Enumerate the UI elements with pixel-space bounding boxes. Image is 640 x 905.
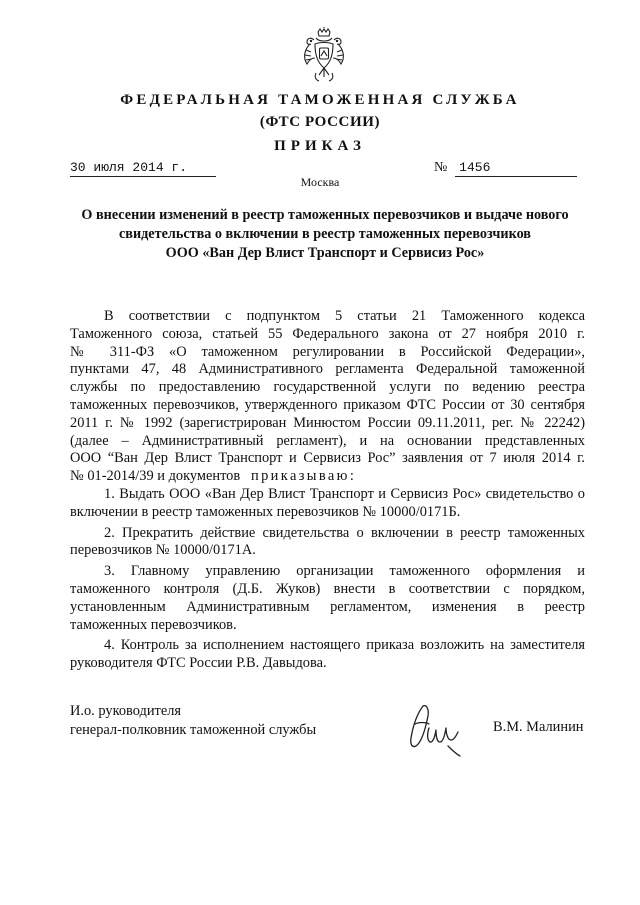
body-line: руководителя ФТС России Р.В. Давыдова.	[70, 655, 327, 672]
body-line: 3. Главному управлению организации таможенного оформления и	[104, 563, 585, 580]
order-number-value: 1456	[455, 160, 577, 177]
body-line	[70, 468, 585, 486]
document-type: ПРИКАЗ	[274, 138, 366, 154]
signatory-title-line: генерал-полковник таможенной службы	[70, 722, 317, 738]
subject-line: свидетельства о включении в реестр таможенных перевозчиков	[119, 226, 531, 242]
body-line: службы по предоставлению государственной услуги по ведению реестра	[70, 379, 585, 396]
body-line: № 311-ФЗ «О таможенном регулировании в Российской Федерации»,	[70, 343, 585, 360]
body-line: 2. Прекратить действие свидетельства о включении в реестр таможенных	[104, 524, 585, 541]
body-line: таможенного контроля (Д.Б. Жуков) внести в соответствии с порядком,	[70, 580, 585, 597]
orders-word: приказываю:	[250, 468, 357, 485]
body-line: перевозчиков № 10000/0171А.	[70, 542, 256, 559]
body-line: ООО “Ван Дер Влист Транспорт и Сервисиз Рос” заявления от 7 июля 2014 г.	[70, 450, 585, 467]
body-line: В соответствии с подпунктом 5 статьи 21 Таможенного кодекса	[104, 308, 585, 324]
body-line: Таможенного союза, статьей 55 Федерального закона от 27 ноября 2010 г.	[70, 325, 585, 342]
body-line: таможенных перевозчиков.	[70, 616, 237, 633]
signatory-title-line: И.о. руководителя	[70, 703, 182, 719]
order-subject	[60, 206, 590, 263]
agency-short-name: (ФТС РОССИИ)	[259, 114, 381, 130]
order-body	[70, 308, 585, 673]
handwritten-signature-icon	[393, 694, 473, 762]
double-headed-eagle-emblem-icon	[302, 26, 346, 84]
signatory-title	[70, 702, 316, 740]
order-date: 30 июля 2014 г.	[70, 160, 216, 177]
body-line: включении в реестр таможенных перевозчиков № 10000/0171Б.	[70, 503, 461, 520]
body-line-text: № 01-2014/39 и документов	[70, 468, 241, 485]
order-number-label: №	[434, 160, 448, 175]
signatory-name: В.М. Малинин	[493, 719, 584, 735]
subject-line: ООО «Ван Дер Влист Транспорт и Сервисиз Рос»	[165, 245, 485, 261]
body-line: 2011 г. № 1992 (зарегистрирован Минюстом России 09.11.2011, рег. № 22242)	[70, 414, 585, 431]
city: Москва	[300, 175, 340, 189]
body-line: пунктами 47, 48 Административного регламента Федеральной таможенной	[70, 361, 585, 378]
body-line: 4. Контроль за исполнением настоящего приказа возложить на заместителя	[104, 637, 585, 654]
body-line: таможенных перевозчиков, утвержденного приказом ФТС России от 30 сентября	[70, 396, 585, 413]
body-line: установленным Административным регламентом, изменения в реестр	[70, 598, 585, 615]
agency-name: ФЕДЕРАЛЬНАЯ ТАМОЖЕННАЯ СЛУЖБА	[120, 92, 520, 108]
body-line: 1. Выдать ООО «Ван Дер Влист Транспорт и Сервисиз Рос» свидетельство о	[104, 485, 585, 502]
body-line: (далее – Административный регламент), и на основании представленных	[70, 432, 585, 449]
subject-line: О внесении изменений в реестр таможенных перевозчиков и выдаче нового	[81, 207, 569, 223]
